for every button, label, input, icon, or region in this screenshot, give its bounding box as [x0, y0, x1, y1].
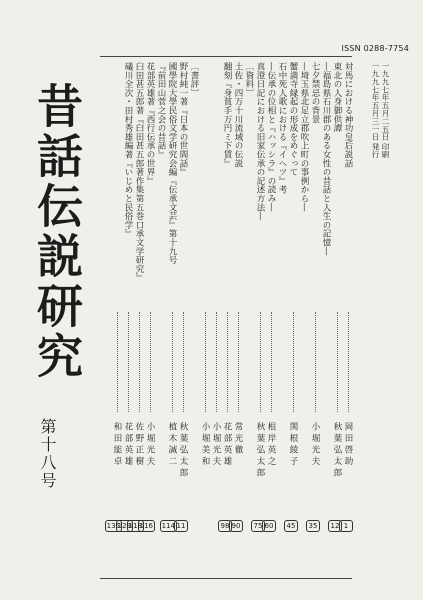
toc-entry-page: 1	[339, 520, 353, 532]
toc-entry-author: 根岸英之	[266, 422, 276, 468]
toc-entry-title: ―伝承の位相と『ハッシラ』の読み―	[266, 62, 276, 212]
toc-entry	[331, 62, 341, 574]
toc-entry-page: 60	[262, 520, 276, 532]
toc-leader-dots	[139, 312, 140, 412]
toc-entry	[188, 62, 198, 574]
toc-entry	[106, 62, 122, 574]
bottom-rule	[100, 578, 352, 579]
imprint-block	[370, 62, 390, 212]
toc-leader-dots	[271, 312, 272, 412]
toc-entry-author: 花部英雄	[123, 422, 133, 468]
toc-entry-title: 翻刻『身貧手万円ミ下賃』	[222, 62, 232, 168]
toc-leader-dots	[150, 312, 151, 412]
toc-entry-title: 〔資料〕	[244, 62, 254, 98]
toc-entry	[298, 62, 308, 574]
toc-entry-author: 佐野正樹	[134, 422, 144, 468]
toc-entry	[309, 62, 319, 574]
toc-entry	[221, 62, 231, 574]
toc-entry-title: 土佐・四万十川流域の伝説	[233, 62, 243, 168]
toc-leader-dots	[293, 312, 294, 412]
toc-entry	[232, 62, 242, 574]
toc-entry-author: 小堀光夫	[211, 422, 221, 468]
toc-entry-author: 関根綾子	[288, 422, 298, 468]
toc-entry-title: 野村純一著『日本の世間話』	[178, 62, 188, 177]
toc-entry-page: 12	[328, 520, 342, 532]
toc-entry-page: 45	[284, 520, 298, 532]
toc-entry-title: 七夕禁忌の背景	[310, 62, 320, 124]
print-label: 印刷	[381, 143, 390, 159]
toc-entry-author: 小堀光夫	[145, 422, 155, 468]
toc-entry-author: 和田能卓	[112, 422, 122, 468]
toc-entry	[243, 62, 253, 574]
toc-entry-title: ―埼玉県北足立郡吹上町の事例から―	[299, 62, 309, 212]
toc-entry-title: 〔書評〕	[189, 62, 199, 98]
toc-entry-page: 135	[106, 522, 120, 530]
toc-entry	[265, 62, 275, 574]
toc-entry-author: 小堀光夫	[310, 422, 320, 468]
publish-label: 発行	[371, 143, 380, 159]
toc-entry-page: 75	[251, 520, 265, 532]
toc-entry-page: 114	[161, 522, 175, 530]
toc-entry	[210, 62, 220, 574]
toc-entry	[276, 62, 286, 574]
toc-entry	[177, 62, 187, 574]
toc-entry-page: 116	[139, 522, 153, 530]
table-of-contents	[104, 62, 352, 574]
toc-entry-title: 石中死人歌における『イヘツ』考	[277, 62, 287, 194]
toc-leader-dots	[205, 312, 206, 412]
top-rule	[100, 56, 352, 57]
toc-entry-author: 秋葉弘太郎	[178, 422, 188, 480]
journal-title: 昔話伝説研究	[30, 82, 84, 382]
print-date: 一九九七年五月二五日	[381, 62, 390, 141]
toc-entry-author: 秋葉弘太郎	[255, 422, 265, 480]
toc-entry-page: 118	[128, 522, 142, 530]
toc-entry-page: 129	[117, 522, 131, 530]
toc-leader-dots	[172, 312, 173, 412]
toc-entry-author: 花部英雄	[222, 422, 232, 468]
issue-number: 第十八号	[38, 418, 57, 490]
toc-leader-dots	[348, 312, 349, 412]
toc-entry-page: 98	[218, 520, 232, 532]
toc-entry	[342, 62, 352, 574]
toc-entry-title: 礒川全次・田村秀雄編著『いじめと民俗学』	[123, 62, 133, 238]
toc-leader-dots	[337, 312, 338, 412]
toc-entry	[287, 62, 297, 574]
toc-entry-title: 花部英雄著『西行伝承の世界』	[145, 62, 155, 186]
issn-number: ISSN 0288-7754	[341, 44, 409, 53]
toc-entry-page: 11	[174, 520, 188, 532]
toc-entry-author: 秋葉弘太郎	[332, 422, 342, 480]
toc-leader-dots	[227, 312, 228, 412]
toc-leader-dots	[183, 312, 184, 412]
toc-entry-page: 90	[229, 520, 243, 532]
toc-leader-dots	[238, 312, 239, 412]
toc-entry-title: 蟹満寺縁起の形成をめぐって	[288, 62, 298, 177]
toc-entry-author: 常光徹	[233, 422, 243, 457]
toc-entry-title: 真澄日記における旧家伝承の記述方法―	[255, 62, 265, 221]
toc-entry	[155, 62, 165, 574]
toc-entry-title: 臼田甚五郎著『臼田甚五郎著作集第五巻口承文学研究』	[134, 62, 144, 282]
toc-leader-dots	[260, 312, 261, 412]
toc-entry	[320, 62, 330, 574]
toc-entry-author: 小堀美和	[200, 422, 210, 468]
publish-date-row	[370, 62, 380, 212]
publish-date: 一九九七年五月三一日	[371, 62, 380, 141]
toc-entry-author: 植木誠二	[167, 422, 177, 468]
toc-entry	[254, 62, 264, 574]
toc-leader-dots	[128, 312, 129, 412]
toc-entry-title: 『前田山菅之会の昔話』	[156, 62, 166, 159]
toc-entry-title: 東北の人身御供譚	[332, 62, 342, 133]
toc-entry-title: ―福島県石川郡のある女性の昔話と人生の記憶―	[321, 62, 331, 256]
toc-entry-title: 対馬における神功皇后説話	[343, 62, 353, 168]
toc-entry-title: 國學院大學民俗文学研究会編『伝承文芸』第十九号	[167, 62, 177, 265]
toc-leader-dots	[315, 312, 316, 412]
toc-entry	[199, 62, 209, 574]
toc-entry-page: 35	[306, 520, 320, 532]
print-date-row	[380, 62, 390, 212]
toc-leader-dots	[117, 312, 118, 412]
toc-leader-dots	[216, 312, 217, 412]
toc-entry-author: 岡田啓助	[343, 422, 353, 468]
